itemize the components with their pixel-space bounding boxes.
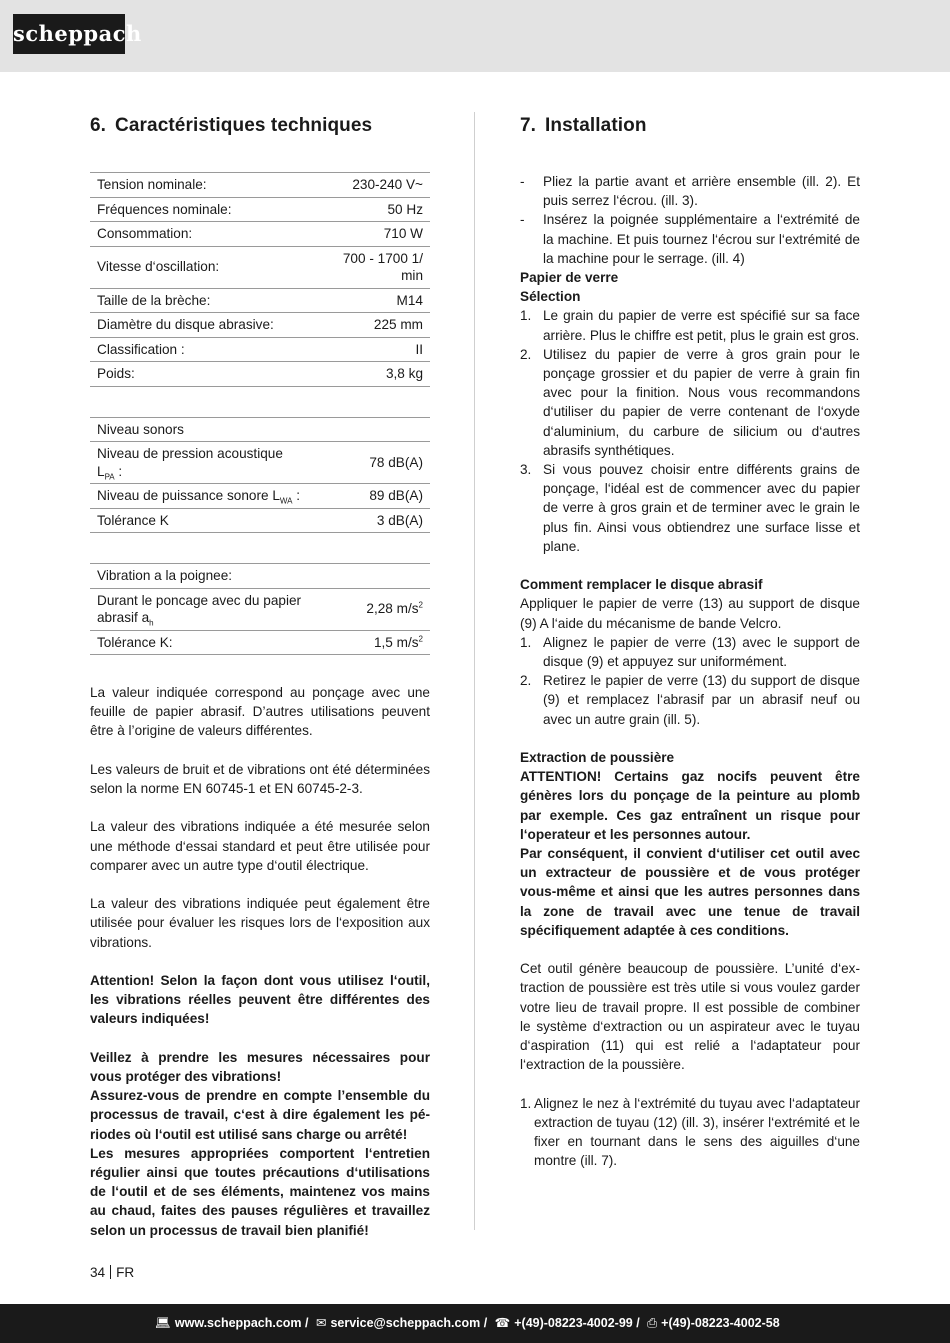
spec-value: 710 W [318, 222, 430, 247]
fax-number: +(49)-08223-4002-58 [661, 1316, 780, 1330]
value-line: min [401, 268, 423, 283]
list-item [520, 1094, 860, 1171]
phone-icon: ☎︎ [494, 1316, 511, 1330]
table-row [90, 442, 430, 484]
paragraph: La valeur indiquée correspond au ponçage avec une feuille de papier abrasif. D’autres utilisations peuvent être à l’origine de valeurs différentes. [90, 685, 430, 739]
list-text: Retirez le papier de verre (13) du support de disque (9) et remplacez l‘abrasif par un abrasif neuf ou avec un autre grain (ill. 5). [543, 673, 860, 727]
list-text: Alignez le papier de verre (13) avec le support de disque (9) et appuyez sur uniformément. [543, 634, 860, 670]
vibration-table [90, 563, 430, 655]
list-text: Si vous pouvez choisir entre différents grains de ponçage, l‘idéal est de commencer avec du papier de verre à gros grain et de terminer avec le grain le plus fin. Ainsi vous obtiendrez une surface lisse et plane. [543, 462, 860, 554]
website-link[interactable]: www.scheppach.com / [174, 1316, 309, 1330]
spec-value: 78 dB(A) [349, 442, 430, 484]
subscript: h [149, 618, 154, 628]
label-text: Niveau de puissance sonore L [97, 488, 280, 503]
column-divider [474, 112, 475, 1230]
page-number-value: 34 [90, 1265, 106, 1280]
warning-paragraph: ATTENTION! Certains gaz nocifs peuvent être génères lors du ponçage de la peinture au plomb par exemple. Ces gaz entraînent un risque pour l‘operateur et les personnes autour. [520, 769, 860, 842]
warning-paragraph: Attention! Selon la façon dont vous utilisez l‘outil, les vibrations réelles peuvent être différentes des valeurs indiquées! [90, 972, 430, 1027]
table-row [90, 564, 430, 589]
spec-label: Classification : [90, 337, 318, 362]
list-item [520, 210, 860, 268]
scheppach-logo: scheppach [13, 14, 125, 54]
label-suffix: : [114, 463, 123, 479]
subscript: PA [104, 472, 115, 482]
list-item [520, 345, 860, 460]
warning-paragraph: Veillez à prendre les mesures nécessaires pour vous protéger des vibrations! [90, 1049, 430, 1084]
spec-table [90, 172, 430, 387]
paragraph: La valeur des vibrations indiquée a été mesurée selon une méthode d‘essai standard et peut être utilisée pour comparer avec un autre type d‘outil électrique. [90, 819, 430, 873]
value-text: 2,28 m/s [366, 601, 419, 617]
value-text: 1,5 m/s [373, 634, 419, 650]
language-code: FR [116, 1265, 135, 1280]
spec-label: Diamètre du disque abrasive: [90, 313, 318, 338]
subheading: Sélection [520, 289, 581, 305]
list-text: Alignez le nez à l‘extrémité du tuyau avec l‘adaptateur extraction de tuyau (12) (ill. 3), insérer l‘extrémité et le fixer en tournant dans le sens des aiguilles d‘une montre (ill. 7). [534, 1095, 860, 1169]
installation-column [520, 110, 860, 1171]
table-row [90, 246, 430, 288]
spec-label: Tolérance K [90, 508, 349, 533]
label-line: Durant le poncage avec du papier [97, 592, 302, 608]
spec-label: Vitesse d‘oscillation: [90, 246, 318, 288]
list-marker: 3. [520, 462, 532, 478]
heading-text: Caractéristiques techniques [115, 115, 373, 136]
table-row [90, 484, 430, 509]
table-row [90, 313, 430, 338]
technical-specs-column [90, 110, 430, 1240]
paragraph: La valeur des vibrations indiquée peut également être utilisée pour évaluer les risques lors de l‘exposition aux vibrations. [90, 896, 430, 950]
table-row [90, 197, 430, 222]
sandpaper-section [520, 268, 860, 556]
selection-list [520, 306, 860, 556]
paragraph: Appliquer le papier de verre (13) au support de disque (9) A l‘aide du mécanisme de bande Velcro. [520, 596, 860, 631]
list-text: Le grain du papier de verre est spécifié sur sa face arrière. Plus le chiffre est petit, plus le grain est gros. [543, 308, 860, 343]
paragraph: Cet outil génère beaucoup de poussière. L’unité d‘extraction de poussière est très utile si vous voulez garder votre lieu de travail propre. Il est possible de combiner le système d‘extraction ou un aspirateur avec le tuyau d‘aspiration (11) qui est relié a l‘adaptateur pour l‘extraction de la poussière. [520, 961, 860, 1073]
spec-label [90, 588, 347, 630]
subheading: Extraction de poussière [520, 750, 675, 766]
superscript: 2 [418, 600, 423, 610]
warning-block [90, 1048, 430, 1144]
list-text: Insérez la poignée supplémentaire a l‘extrémité de la machine. Et puis tournez l‘écrou sur l‘extrémité de la machine pour le serrage. (ill. 4) [543, 212, 860, 266]
spec-value [347, 588, 430, 630]
heading-number: 7. [520, 115, 537, 136]
replace-section [520, 575, 860, 729]
warning-paragraph: Les mesures appropriées comportent l‘entretien régulier ainsi que toutes précautions d‘utilisations de l‘outil et de ses éléments, maintenez vos mains au chaud, faites des pauses régulières et travaillez selon un processus de travail bien planifié! [90, 1145, 430, 1238]
section-heading-installation [520, 110, 860, 142]
spec-label: Consommation: [90, 222, 318, 247]
value-line: 700 - 1700 1/ [342, 250, 423, 266]
symbol: L [97, 463, 105, 479]
table-row [90, 288, 430, 313]
contact-line [155, 1304, 780, 1343]
spec-label: Tension nominale: [90, 173, 318, 198]
list-marker: 2. [520, 673, 532, 689]
spec-value [347, 630, 430, 655]
list-item [520, 671, 860, 729]
header-band [0, 0, 950, 72]
list-marker: 1. [520, 1095, 532, 1111]
table-gap [90, 533, 430, 563]
installation-steps [520, 172, 860, 268]
spec-label: Tolérance K: [90, 630, 347, 655]
table-row [90, 588, 430, 630]
noise-table [90, 417, 430, 534]
spec-value: 89 dB(A) [349, 484, 430, 509]
spec-value: 50 Hz [318, 197, 430, 222]
phone-number: +(49)-08223-4002-99 / [514, 1316, 640, 1330]
table-row [90, 222, 430, 247]
section-heading-specs [90, 110, 430, 142]
label-line: Niveau de pression acoustique [97, 446, 283, 461]
page-number [90, 1265, 134, 1280]
list-text: Pliez la partie avant et arrière ensemble (ill. 2). Et puis serrez l‘écrou. (ill. 3). [543, 174, 860, 209]
vibration-title: Vibration a la poignee: [90, 564, 430, 589]
spec-value: 3 dB(A) [349, 508, 430, 533]
separator [110, 1265, 111, 1279]
spec-label [90, 484, 349, 509]
label-suffix: : [292, 488, 301, 503]
list-marker: 2. [520, 346, 532, 362]
subscript: WA [279, 496, 293, 506]
table-row [90, 508, 430, 533]
table-row [90, 417, 430, 442]
email-icon: ✉︎ [315, 1316, 327, 1330]
list-item [520, 306, 860, 344]
spec-value: M14 [318, 288, 430, 313]
heading-number: 6. [90, 115, 107, 136]
list-item [520, 172, 860, 210]
warning-paragraph: Assurez-vous de prendre en compte l’ensemble du processus de travail, c‘est à dire également les périodes où l‘outil est utilisé sans charge ou arrêté! [90, 1088, 430, 1142]
list-item [520, 460, 860, 556]
noise-title: Niveau sonors [90, 417, 430, 442]
dust-section [520, 748, 860, 1170]
list-item [520, 633, 860, 671]
subheading: Papier de verre [520, 270, 619, 286]
spec-label: Fréquences nominale: [90, 197, 318, 222]
table-row [90, 630, 430, 655]
list-marker: 1. [520, 308, 532, 324]
spec-label: Poids: [90, 362, 318, 387]
replace-list [520, 633, 860, 729]
spec-value: II [318, 337, 430, 362]
paragraph: Les valeurs de bruit et de vibrations ont été déterminées selon la norme EN 60745-1 et EN 60745-2-3. [90, 761, 430, 796]
list-marker: - [520, 212, 525, 228]
list-marker: - [520, 174, 525, 189]
spacer [90, 655, 430, 683]
table-row [90, 362, 430, 387]
spec-value: 230-240 V~ [318, 173, 430, 198]
table-row [90, 337, 430, 362]
spec-value: 3,8 kg [318, 362, 430, 387]
contact-bar [0, 1304, 950, 1343]
label-line: abrasif a [97, 610, 150, 625]
list-text: Utilisez du papier de verre à gros grain pour le ponçage grossier et du papier de verre à grain fin avec pour la finition. Nous vous recommandons d‘utiliser du papier de verre contenant de l‘oxyde d‘aluminium, du carbure de silicium ou d‘autres abrasifs synthétiques. [543, 346, 860, 458]
subheading: Comment remplacer le disque abrasif [520, 577, 763, 593]
table-gap [90, 387, 430, 417]
table-row [90, 173, 430, 198]
spec-value [318, 246, 430, 288]
list-marker: 1. [520, 634, 532, 650]
heading-text: Installation [545, 115, 647, 136]
spec-value: 225 mm [318, 313, 430, 338]
spec-label: Taille de la brèche: [90, 288, 318, 313]
email-link[interactable]: service@scheppach.com / [330, 1316, 488, 1330]
dust-steps [520, 1094, 860, 1171]
computer-icon: 💻︎ [155, 1316, 171, 1330]
warning-paragraph: Par conséquent, il convient d‘utiliser cet outil avec un extracteur de poussière et de vous protéger vous-même et ainsi que les autres personnes dans la zone de travail avec une tenue de travail spécifiquement adaptée à ces conditions. [520, 846, 860, 938]
spec-label [90, 442, 349, 484]
superscript: 2 [418, 633, 423, 643]
fax-icon: ⎙ [647, 1316, 658, 1330]
